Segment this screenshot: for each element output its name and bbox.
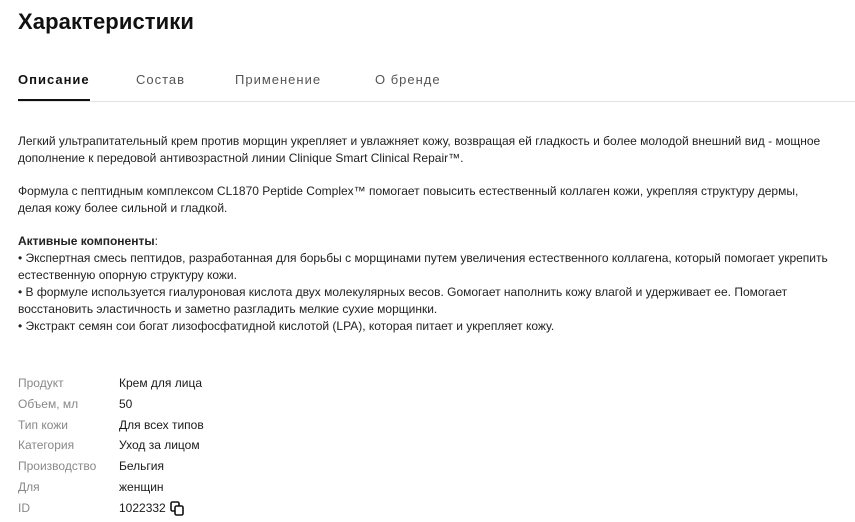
spec-value: Крем для лица <box>119 376 203 390</box>
spec-row <box>18 373 204 394</box>
tab-bar <box>18 72 855 102</box>
spec-value: Бельгия <box>119 459 164 474</box>
spec-value: женщин <box>119 479 164 494</box>
active-components-title: Активные компоненты <box>18 234 155 248</box>
page-title: Характеристики <box>18 9 195 34</box>
spec-label: Продукт <box>18 376 64 390</box>
tab-usage[interactable]: Применение <box>235 72 322 87</box>
spec-value: Уход за лицом <box>119 438 200 453</box>
spec-row <box>18 456 204 477</box>
spec-row <box>18 415 204 436</box>
tab-description[interactable]: Описание <box>18 72 90 101</box>
spec-value: Для всех типов <box>119 417 204 432</box>
description-formula: Формула с пептидным комплексом CL1870 Peptide Complex™ помогает повысить естественный коллаген кожи, укрепляя структуру дермы, делая кожу более сильной и гладкой. <box>18 184 799 215</box>
description-intro: Легкий ультрапитательный крем против морщин укрепляет и увлажняет кожу, возвращая ей гладкость и более молодой внешний вид - мощное дополнение к передовой антивозрастной линии Clinique Smart Clinical Repair™. <box>18 134 821 165</box>
spec-label: Производство <box>18 459 97 474</box>
spec-value-id <box>119 498 184 519</box>
spec-row <box>18 394 204 415</box>
copy-icon[interactable] <box>170 501 184 516</box>
active-components-colon: : <box>154 234 158 248</box>
spec-row <box>18 435 204 456</box>
active-component-item: • В формуле используется гиалуроновая кислота двух молекулярных весов. Gомогает наполнить кожу влагой и удерживает ее. Помогает восстановить эластичность и заметно разгладить мелкие сухие морщинки. <box>18 285 788 316</box>
spec-label: Тип кожи <box>18 417 68 432</box>
tab-about-brand[interactable]: О бренде <box>375 72 441 87</box>
tab-composition[interactable]: Состав <box>136 72 186 87</box>
spec-row-id <box>18 498 204 519</box>
spec-label: Для <box>18 479 40 494</box>
spec-label: Категория <box>18 438 75 453</box>
product-id: 1022332 <box>119 500 166 515</box>
spec-table <box>18 373 204 519</box>
spec-row <box>18 477 204 498</box>
active-component-item: • Экстракт семян сои богат лизофосфатидной кислотой (LPA), которая питает и укрепляет кожу. <box>18 319 555 333</box>
spec-label: Объем, мл <box>18 396 79 411</box>
active-component-item: • Экспертная смесь пептидов, разработанная для борьбы с морщинами путем увеличения естественного коллагена, который помогает укрепить естественную опорную структуру кожи. <box>18 251 828 282</box>
description-panel <box>18 133 833 335</box>
active-components-heading <box>18 233 833 250</box>
spec-label: ID <box>18 500 30 515</box>
spec-value: 50 <box>119 396 133 411</box>
